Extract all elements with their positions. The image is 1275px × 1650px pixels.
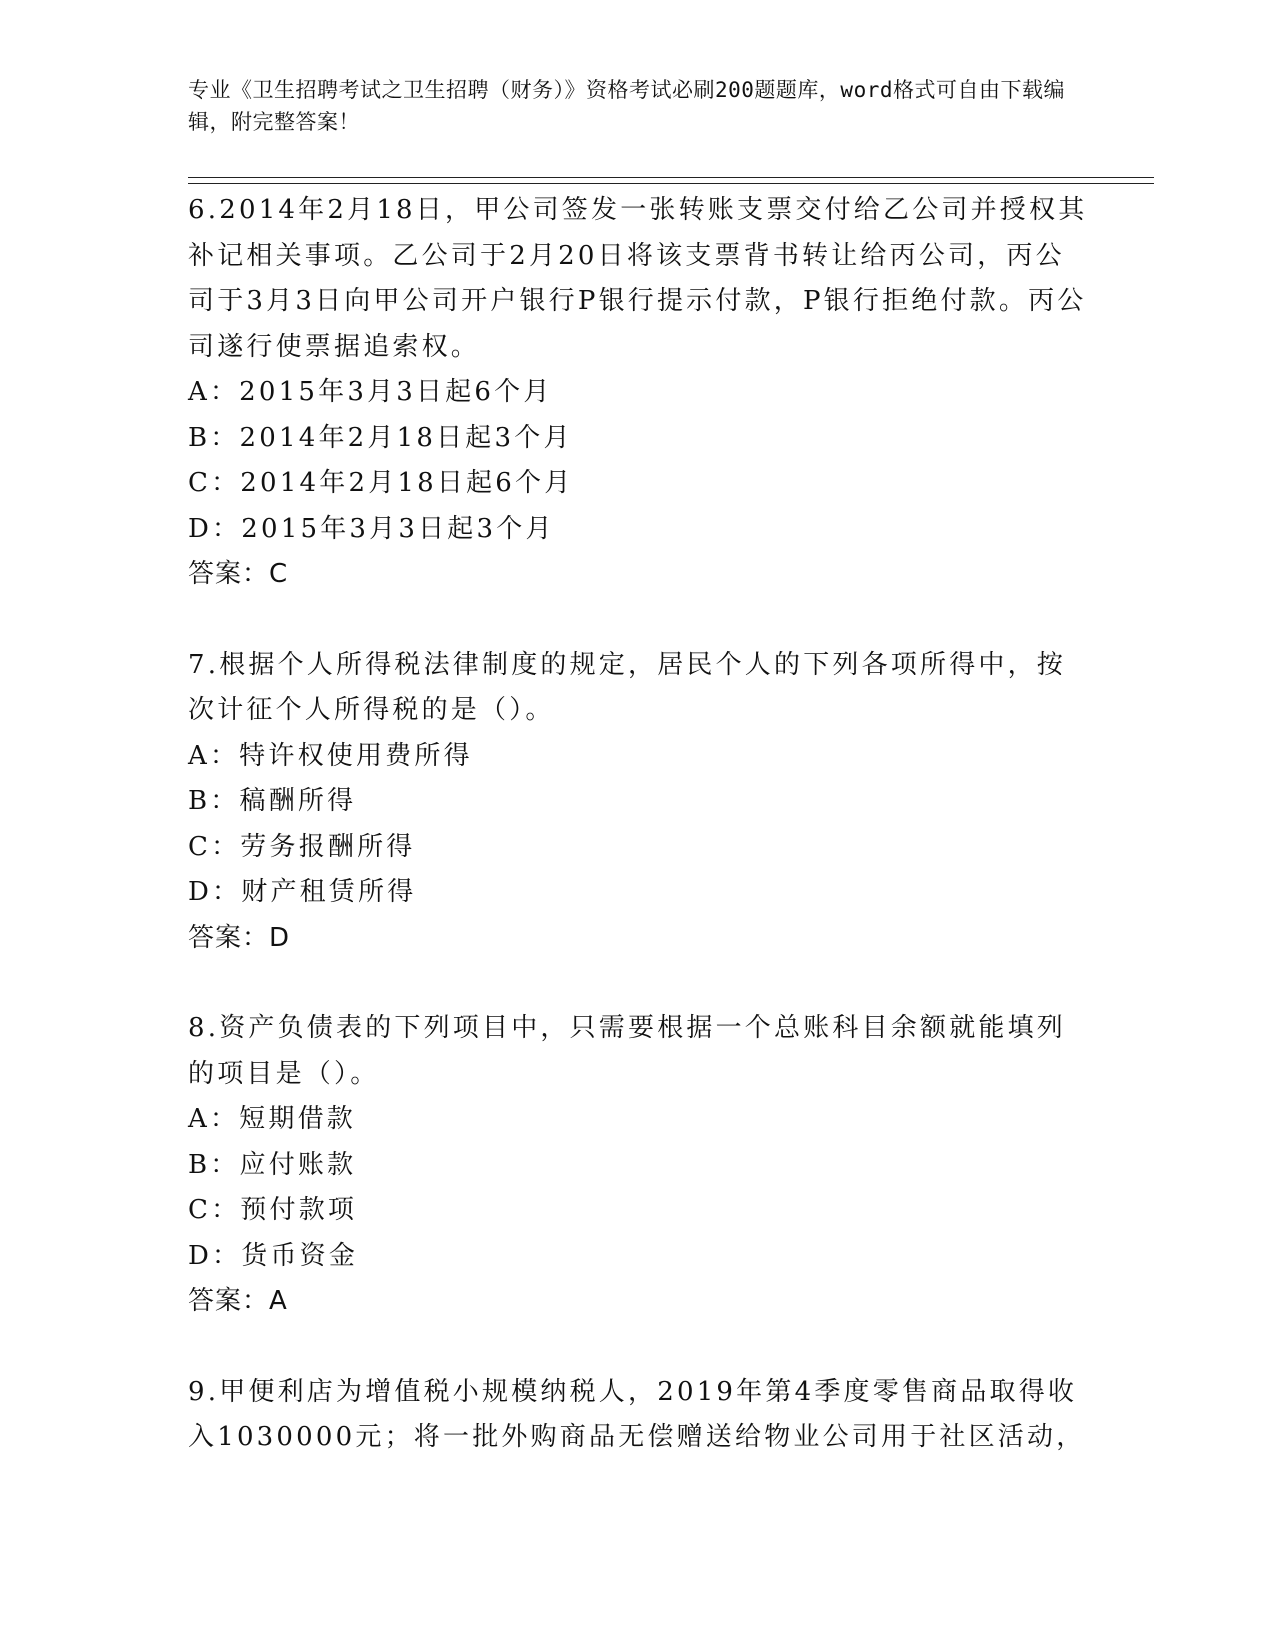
answer: 答案：D xyxy=(188,922,291,953)
question-6 xyxy=(188,188,1088,598)
option-d: D：货币资金 xyxy=(188,1240,359,1271)
document-header xyxy=(188,74,1068,138)
question-text: 9.甲便利店为增值税小规模纳税人，2019年第4季度零售商品取得收入1030000元；将一批外购商品无偿赠送给物业公司用于社区活动， xyxy=(188,1376,1086,1452)
question-list xyxy=(188,188,1088,1461)
answer: 答案：A xyxy=(188,1286,288,1316)
option-c: C：2014年2月18日起6个月 xyxy=(188,468,574,498)
header-divider-bottom xyxy=(188,183,1154,184)
option-d: D：2015年3月3日起3个月 xyxy=(188,513,555,544)
question-text: 8.资产负债表的下列项目中，只需要根据一个总账科目余额就能填列的项目是（）。 xyxy=(188,1013,1067,1089)
question-text: 6.2014年2月18日，甲公司签发一张转账支票交付给乙公司并授权其补记相关事项。乙公司于2月20日将该支票背书转让给丙公司，丙公司于3月3日向甲公司开户银行P银行提示付款，P银行拒绝付款。丙公司遂行使票据追索权。 xyxy=(188,195,1088,362)
option-a: A：短期借款 xyxy=(188,1104,356,1134)
question-7 xyxy=(188,643,1088,962)
option-a: A：特许权使用费所得 xyxy=(188,740,473,771)
option-b: B：应付账款 xyxy=(188,1149,357,1180)
header-divider-top xyxy=(188,177,1154,178)
question-8 xyxy=(188,1006,1088,1325)
option-d: D：财产租赁所得 xyxy=(188,877,417,907)
header-title: 专业《卫生招聘考试之卫生招聘（财务）》资格考试必刷200题题库，word格式可自由下载编辑，附完整答案！ xyxy=(188,78,1065,134)
question-text: 7.根据个人所得税法律制度的规定，居民个人的下列各项所得中，按次计征个人所得税的是（）。 xyxy=(188,649,1067,725)
answer: 答案：C xyxy=(188,559,289,589)
question-9 xyxy=(188,1370,1088,1461)
option-b: B：稿酬所得 xyxy=(188,786,357,816)
option-b: B：2014年2月18日起3个月 xyxy=(188,422,573,453)
option-c: C：劳务报酬所得 xyxy=(188,831,416,862)
option-a: A：2015年3月3日起6个月 xyxy=(188,377,553,407)
option-c: C：预付款项 xyxy=(188,1195,358,1225)
